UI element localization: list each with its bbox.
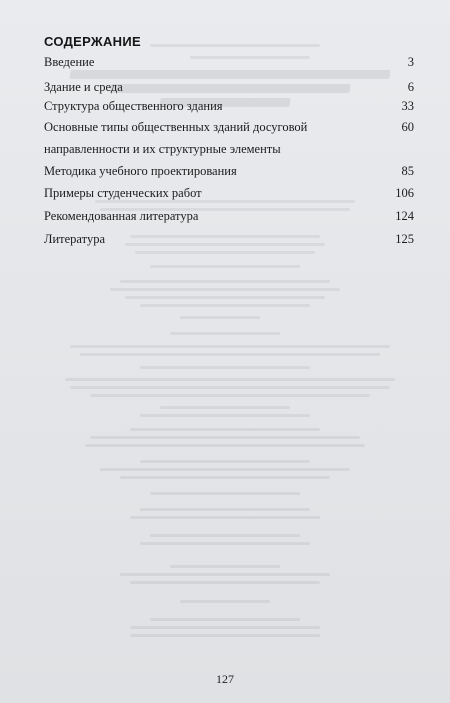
toc-entry-design-methodology — [44, 160, 414, 182]
toc-entry-page: 6 — [407, 80, 414, 94]
toc-entry-title: Здание и среда — [44, 80, 123, 94]
toc-entry-page: 85 — [401, 164, 414, 178]
page-number: 127 — [216, 672, 234, 686]
toc-entry-building-types — [44, 116, 414, 160]
toc-entry-page: 33 — [401, 99, 414, 113]
toc-entry-title: Примеры студенческих работ — [44, 186, 202, 200]
toc-entry-student-works — [44, 182, 414, 204]
toc-entry-page: 125 — [395, 232, 414, 246]
toc-entry-literature — [44, 228, 414, 250]
toc-entry-introduction — [44, 51, 414, 73]
contents-heading: СОДЕРЖАНИЕ — [44, 34, 141, 49]
toc-entry-title: Введение — [44, 55, 95, 69]
toc-entry-title: Структура общественного здания — [44, 99, 223, 113]
toc-entry-page: 60 — [401, 120, 414, 134]
toc-entry-page: 3 — [407, 55, 414, 69]
toc-entry-title: Рекомендованная литература — [44, 209, 199, 223]
toc-entry-title: Методика учебного проектирования — [44, 164, 237, 178]
toc-entry-title: Основные типы общественных зданий досуговой направленности и их структурные элементы — [44, 120, 308, 156]
toc-entry-recommended-literature — [44, 205, 414, 227]
toc-entry-page: 124 — [395, 209, 414, 223]
table-of-contents — [44, 0, 414, 703]
toc-entry-title: Литература — [44, 232, 105, 246]
toc-entry-page: 106 — [395, 186, 414, 200]
toc-entry-building-structure — [44, 95, 414, 117]
